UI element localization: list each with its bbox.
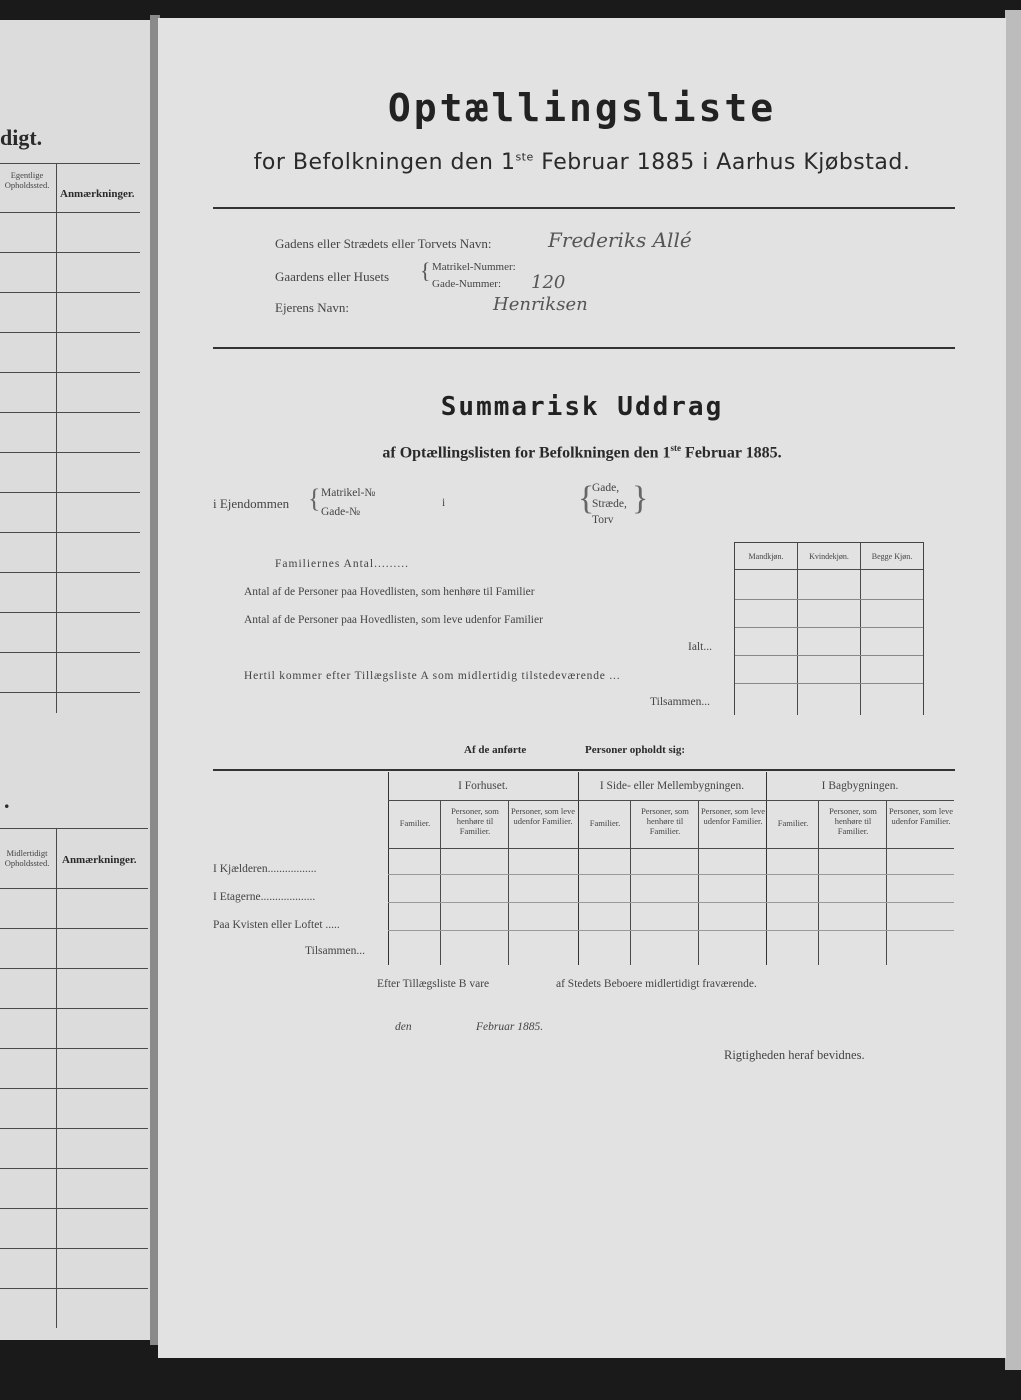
subtitle-pre: for Befolkningen den 1 bbox=[253, 150, 516, 175]
gade-no-label: Gade-№ bbox=[321, 506, 361, 518]
left-page bbox=[0, 20, 150, 1340]
matrikel-label: Matrikel-Nummer: bbox=[432, 261, 516, 273]
row-etagerne: I Etagerne................... bbox=[213, 891, 316, 903]
row-tillaegsliste-a: Hertil kommer efter Tillægsliste A som midlertidig tilstedeværende ... bbox=[244, 670, 621, 682]
left-heading-fragment: digt. bbox=[0, 125, 43, 150]
certify-text: Rigtigheden heraf bevidnes. bbox=[724, 1048, 865, 1062]
census-form-page bbox=[158, 18, 1006, 1358]
group-forhuset: I Forhuset. bbox=[458, 780, 508, 792]
col-header-begge: Begge Kjøn. bbox=[871, 552, 913, 561]
place-type-straede: Stræde, bbox=[592, 498, 627, 510]
place-brace-right: } bbox=[632, 480, 649, 517]
left-dot: . bbox=[4, 788, 10, 813]
summary-title: Summarisk Uddrag bbox=[440, 392, 724, 422]
summary-subtitle-sup: ste bbox=[670, 443, 682, 453]
tillaeg-b-pre: Efter Tillægsliste B vare bbox=[377, 978, 490, 990]
subcol-familier-3: Familier. bbox=[777, 818, 809, 828]
col-header-kvindekjon: Kvindekjøn. bbox=[809, 552, 849, 561]
subcol-henhore-1: Personer, som henhøre til Familier. bbox=[451, 806, 499, 836]
subcol-familier-1: Familier. bbox=[399, 818, 431, 828]
group-sidebygning: I Side- eller Mellembygningen. bbox=[599, 780, 745, 792]
summary-table bbox=[734, 542, 924, 715]
subcol-udenfor-2: Personer, som leve udenfor Familier. bbox=[700, 806, 766, 826]
house-brace: { bbox=[420, 258, 431, 283]
gade-label: Gade-Nummer: bbox=[432, 278, 502, 290]
property-brace: { bbox=[308, 484, 321, 513]
date-den: den bbox=[395, 1021, 412, 1033]
place-type-gade: Gade, bbox=[592, 482, 620, 494]
owner-label: Ejerens Navn: bbox=[275, 300, 350, 315]
summary-subtitle bbox=[158, 443, 1006, 462]
residence-title-right: Personer opholdt sig: bbox=[585, 744, 686, 756]
group-bagbygning: I Bagbygningen. bbox=[821, 780, 899, 792]
place-brace-left: { bbox=[578, 480, 595, 517]
page-edge bbox=[1005, 10, 1021, 1370]
street-value[interactable]: Frederiks Allé bbox=[548, 228, 692, 252]
residence-table bbox=[388, 772, 954, 965]
row-residence-tilsammen: Tilsammen... bbox=[305, 945, 365, 957]
subtitle-post: Februar 1885 i Aarhus Kjøbstad. bbox=[541, 150, 911, 175]
summary-subtitle-post: Februar 1885. bbox=[685, 444, 782, 462]
row-familiernes-antal: Familiernes Antal......... bbox=[275, 558, 409, 570]
owner-value[interactable]: Henriksen bbox=[493, 294, 588, 315]
street-label: Gadens eller Strædets eller Torvets Navn: bbox=[275, 236, 492, 251]
row-tilsammen: Tilsammen... bbox=[650, 696, 710, 708]
subtitle-sup: ste bbox=[515, 150, 534, 164]
row-kjaelderen: I Kjælderen................. bbox=[213, 863, 317, 875]
house-label: Gaardens eller Husets bbox=[275, 269, 390, 284]
page-title: Optællingsliste bbox=[387, 86, 777, 130]
property-label: i Ejendommen bbox=[213, 496, 290, 511]
page-subtitle bbox=[158, 150, 1006, 175]
summary-subtitle-pre: af Optællingslisten for Befolkningen den 1 bbox=[382, 444, 671, 462]
residence-table-top bbox=[213, 769, 955, 771]
subcol-udenfor-1: Personer, som leve udenfor Familier. bbox=[510, 806, 576, 826]
rule-top bbox=[213, 207, 955, 209]
row-kvisten: Paa Kvisten eller Loftet ..... bbox=[213, 919, 340, 931]
subcol-familier-2: Familier. bbox=[589, 818, 621, 828]
col-header-mandkjon: Mandkjøn. bbox=[748, 552, 784, 561]
left-col-header-4: Anmærkninger. bbox=[62, 854, 137, 866]
date-month: Februar 1885. bbox=[476, 1021, 544, 1033]
subcol-henhore-2: Personer, som henhøre til Familier. bbox=[641, 806, 689, 836]
left-col-header-2: Anmærkninger. bbox=[60, 188, 135, 200]
matrikel-no-label: Matrikel-№ bbox=[321, 487, 376, 499]
gade-value[interactable]: 120 bbox=[531, 272, 566, 293]
row-henhore-familier: Antal af de Personer paa Hovedlisten, som henhøre til Familier bbox=[244, 586, 535, 598]
row-udenfor-familier: Antal af de Personer paa Hovedlisten, som leve udenfor Familier bbox=[244, 614, 543, 626]
rule-middle bbox=[213, 347, 955, 349]
residence-title-left: Af de anførte bbox=[464, 744, 527, 756]
tillaeg-b-post: af Stedets Beboere midlertidigt fraværende. bbox=[556, 978, 757, 990]
subcol-udenfor-3: Personer, som leve udenfor Familier. bbox=[888, 806, 954, 826]
place-type-torv: Torv bbox=[592, 514, 614, 526]
row-ialt: Ialt... bbox=[688, 641, 712, 653]
i-label: i bbox=[442, 497, 446, 509]
left-col-header-1: Egentlige Opholdssted. bbox=[4, 170, 50, 190]
left-col-header-3: Midlertidigt Opholdssted. bbox=[4, 848, 50, 868]
subcol-henhore-3: Personer, som henhøre til Familier. bbox=[829, 806, 877, 836]
